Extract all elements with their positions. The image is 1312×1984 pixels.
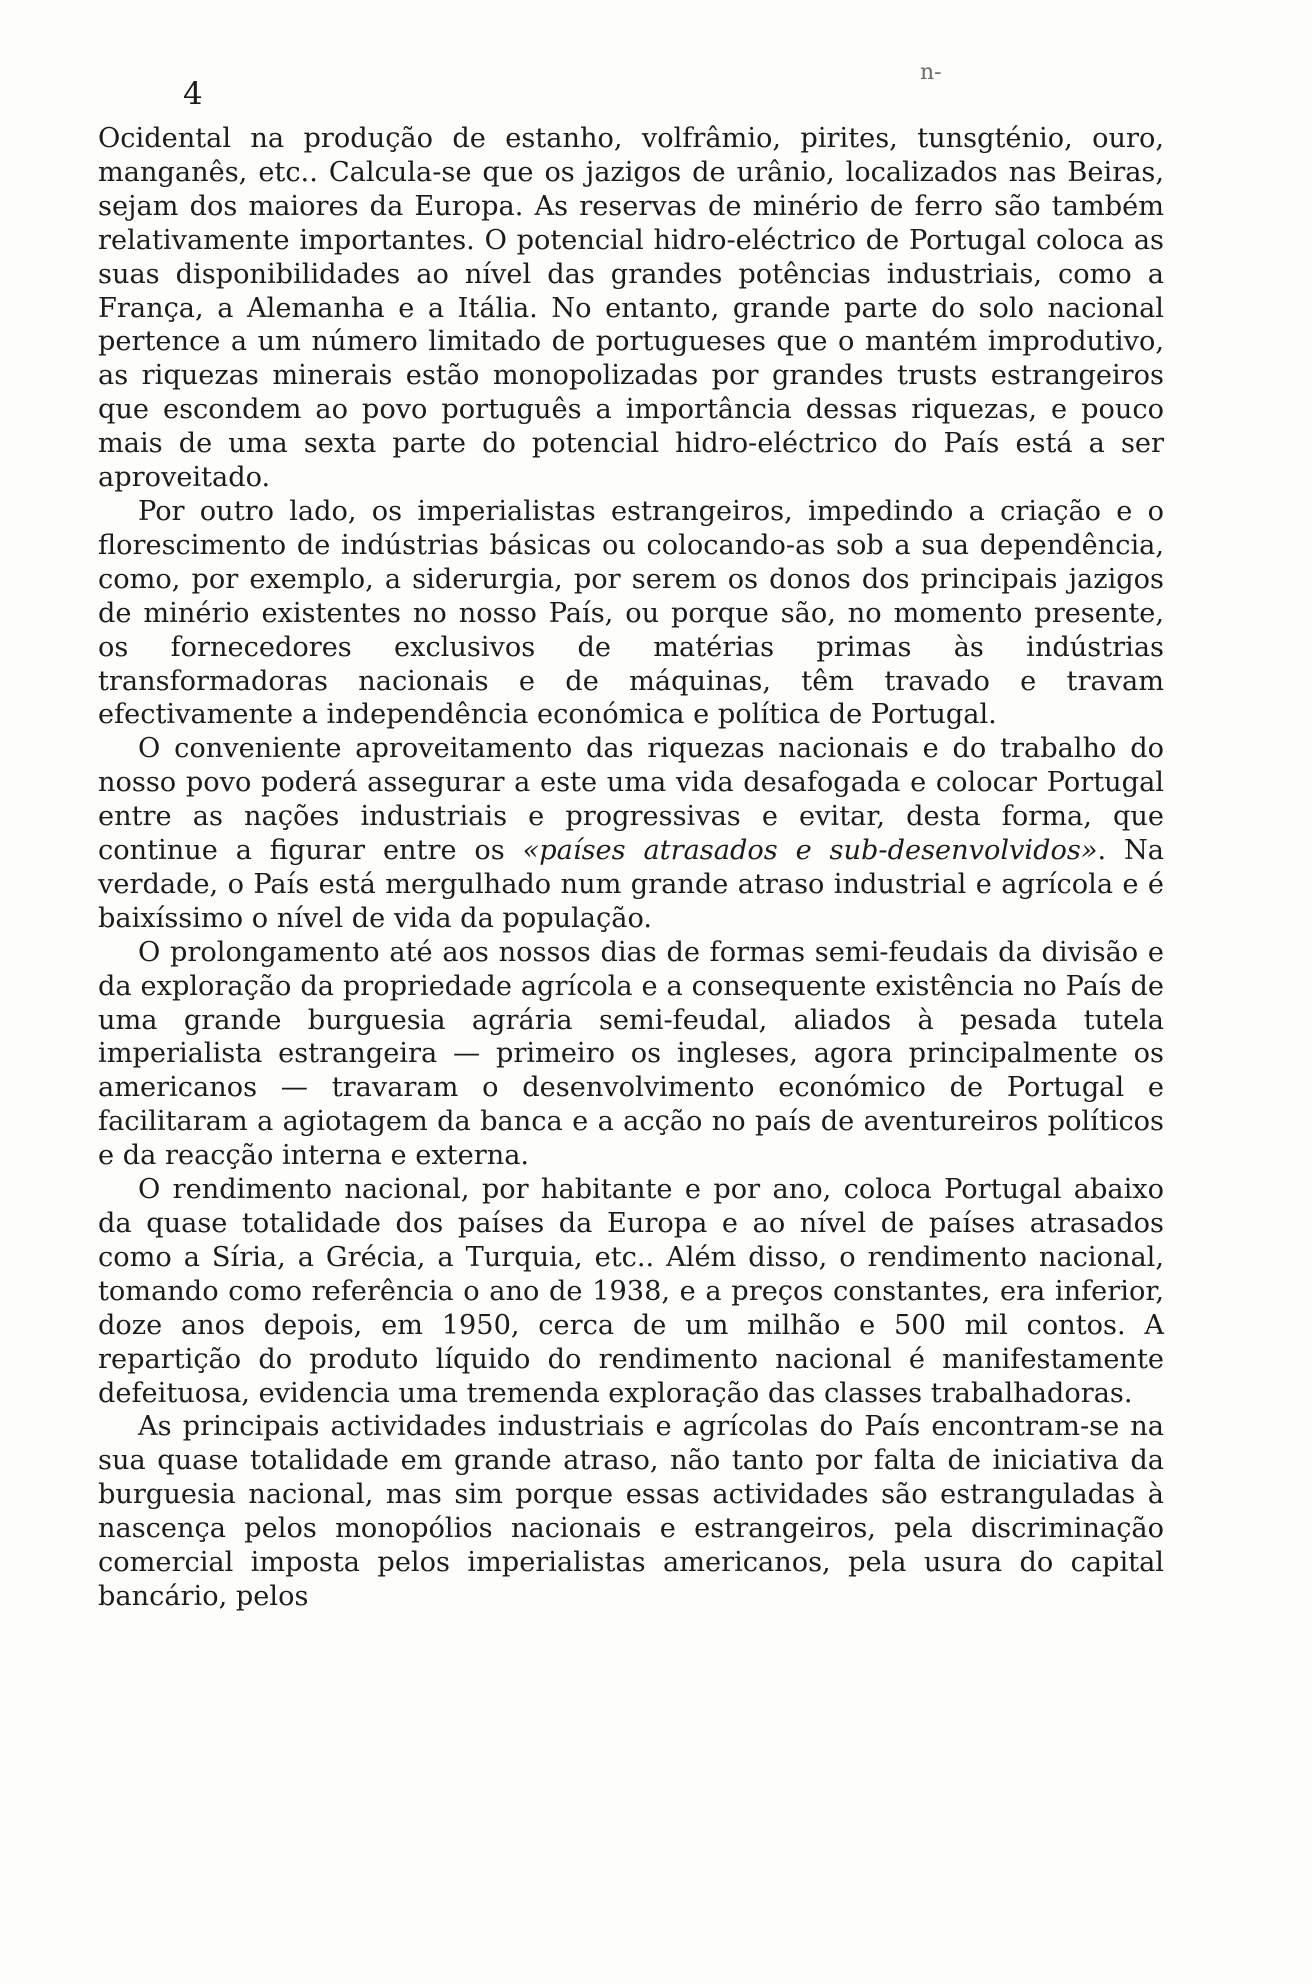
paragraph-2: Por outro lado, os imperialistas estrangeiros, impedindo a criação e o florescimento de indústrias básicas ou colocando-as sob a sua dependência, como, por exemplo, a siderurgia, por serem os donos dos principais jazigos de minério existentes no nosso País, ou porque são, no momento presente, os fornecedores exclusivos de matérias primas às indústrias transformadoras nacionais e de máquinas, têm travado e travam efectivamente a independência económica e política de Portugal. [98, 495, 1164, 731]
page-number: 4 [183, 76, 203, 112]
header-mark: n- [920, 60, 942, 85]
paragraph-3 [98, 732, 1164, 935]
paragraph-6: As principais actividades industriais e agrícolas do País encontram-se na sua quase totalidade em grande atraso, não tanto por falta de iniciativa da burguesia nacional, mas sim porque essas actividades são estranguladas à nascença pelos monopólios nacionais e estrangeiros, pela discriminação comercial imposta pelos imperialistas americanos, pela usura do capital bancário, pelos [98, 1411, 1164, 1612]
paragraph-3-italic-phrase: «países atrasados e sub-desenvolvidos» [522, 835, 1098, 867]
paragraph-3-text-after: . Na verdade, o País está mergulhado num grande atraso industrial e agrícola e é baixíssimo o nível de vida da população. [98, 835, 1164, 934]
paragraph-1: Ocidental na produção de estanho, volfrâmio, pirites, tunsgténio, ouro, manganês, etc.. Calcula-se que os jazigos de urânio, localizados nas Beiras, sejam dos maiores da Europa. As reservas de minério de ferro são também relativamente importantes. O potencial hidro-eléctrico de Portugal coloca as suas disponibilidades ao nível das grandes potências industriais, como a França, a Alemanha e a Itália. No entanto, grande parte do solo nacional pertence a um número limitado de portugueses que o mantém improdutivo, as riquezas minerais estão monopolizadas por grandes trusts estrangeiros que escondem ao povo português a importância dessas riquezas, e pouco mais de uma sexta parte do potencial hidro-eléctrico do País está a ser aproveitado. [98, 123, 1164, 494]
body-text [98, 122, 1164, 1614]
paragraph-5: O rendimento nacional, por habitante e por ano, coloca Portugal abaixo da quase totalidade dos países da Europa e ao nível de países atrasados como a Síria, a Grécia, a Turquia, etc.. Além disso, o rendimento nacional, tomando como referência o ano de 1938, e a preços constantes, era inferior, doze anos depois, em 1950, cerca de um milhão e 500 mil contos. A repartição do produto líquido do rendimento nacional é manifestamente defeituosa, evidencia uma tremenda exploração das classes trabalhadoras. [98, 1174, 1164, 1409]
paragraph-4: O prolongamento até aos nossos dias de formas semi-feudais da divisão e da exploração da propriedade agrícola e a consequente existência no País de uma grande burguesia agrária semi-feudal, aliados à pesada tutela imperialista estrangeira — primeiro os ingleses, agora principalmente os americanos — travaram o desenvolvimento económico de Portugal e facilitaram a agiotagem da banca e a acção no país de aventureiros políticos e da reacção interna e externa. [98, 936, 1164, 1172]
paragraph-3-text-before: O conveniente aproveitamento das riquezas nacionais e do trabalho do nosso povo poderá assegurar a este uma vida desafogada e colocar Portugal entre as nações industriais e progressivas e evitar, desta forma, que continue a figurar entre os [98, 733, 1164, 867]
